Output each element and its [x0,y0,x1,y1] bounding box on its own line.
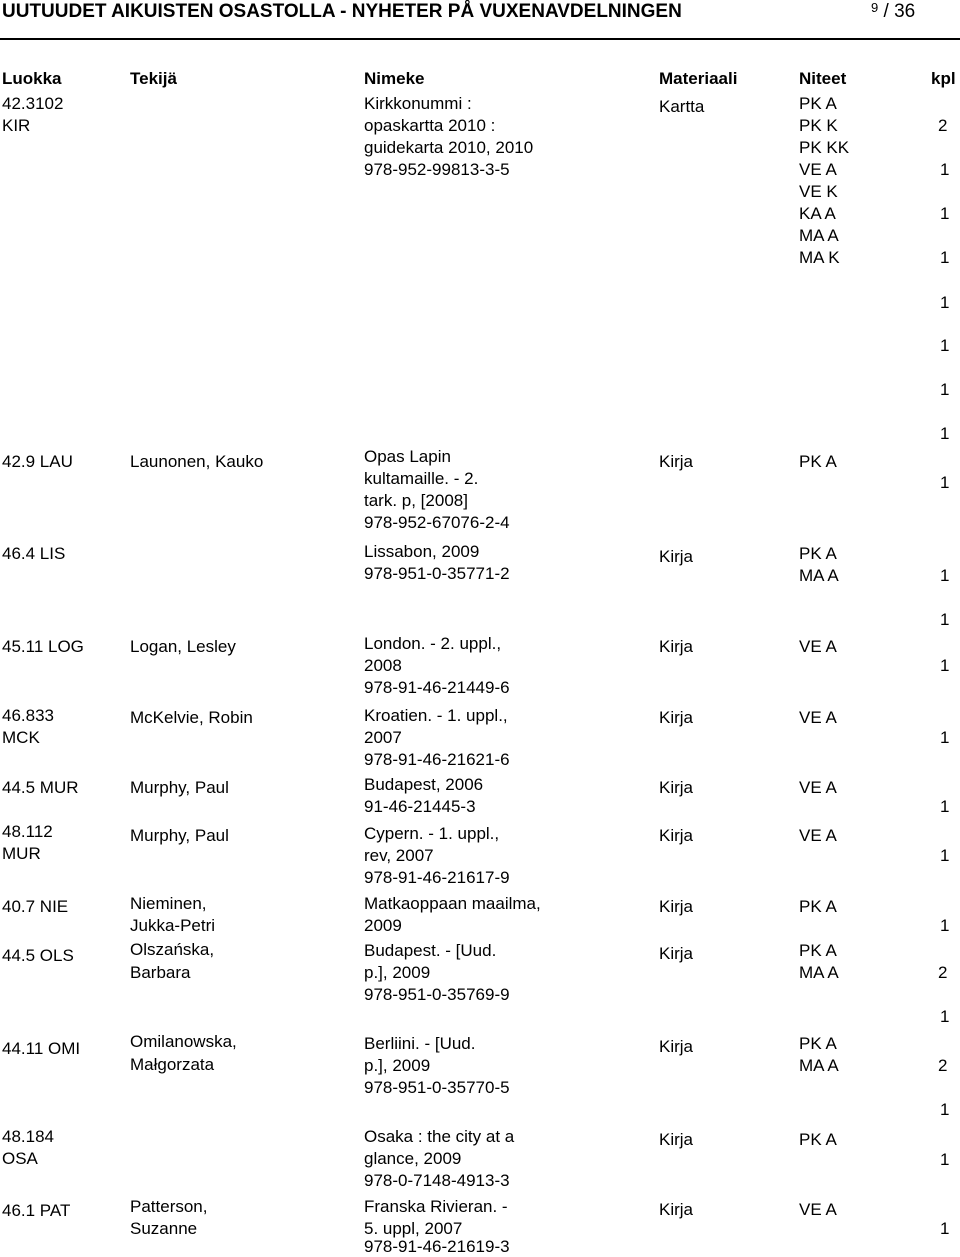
column-header-tekija: Tekijä [130,69,177,88]
row-nimeke: 5. uppl, 2007 [364,1219,463,1238]
row-kpl: 1 [940,204,950,223]
row-luokka: 40.7 NIE [2,897,69,916]
row-kpl: 1 [940,1150,950,1169]
row-niteet: VE A [799,637,837,656]
row-materiaali: Kirja [659,1037,694,1056]
header-rule [0,38,960,40]
page-current: 9 [871,0,879,15]
row-niteet: VE A [799,708,837,727]
row-niteet: VE A [799,1200,837,1219]
row-nimeke: Budapest, 2006 [364,775,484,794]
row-materiaali: Kirja [659,708,694,727]
row-materiaali: Kartta [659,97,705,116]
row-tekija: Olszańska, [130,940,215,959]
row-luokka: 46.833 [2,706,54,725]
row-nimeke: Opas Lapin [364,447,451,466]
row-kpl: 2 [938,963,948,982]
page-total: 36 [894,1,916,22]
row-materiaali: Kirja [659,826,694,845]
row-materiaali: Kirja [659,778,694,797]
row-kpl: 1 [940,293,950,312]
row-niteet: VE A [799,160,837,179]
row-kpl: 1 [940,566,950,585]
row-niteet: VE A [799,826,837,845]
row-nimeke: Franska Rivieran. - [364,1197,508,1216]
row-nimeke: 978-91-46-21621-6 [364,750,510,769]
row-tekija: Nieminen, [130,894,207,913]
row-tekija: Murphy, Paul [130,778,229,797]
row-materiaali: Kirja [659,944,694,963]
row-nimeke: 978-91-46-21449-6 [364,678,510,697]
row-nimeke: rev, 2007 [364,846,434,865]
row-nimeke: London. - 2. uppl., [364,634,502,653]
row-materiaali: Kirja [659,1130,694,1149]
row-luokka: 48.112 [2,822,53,841]
row-tekija: Małgorzata [130,1055,215,1074]
row-nimeke: glance, 2009 [364,1149,462,1168]
row-luokka: 44.11 OMI [2,1039,81,1058]
row-nimeke: kultamaille. - 2. [364,469,479,488]
row-kpl: 1 [940,1219,950,1238]
row-niteet: MA A [799,226,839,245]
row-luokka: 48.184 [2,1127,54,1146]
row-nimeke: Matkaoppaan maailma, [364,894,541,913]
row-niteet: MA A [799,1056,839,1075]
row-luokka: MCK [2,728,40,747]
row-niteet: PK A [799,941,837,960]
row-nimeke: 91-46-21445-3 [364,797,476,816]
row-materiaali: Kirja [659,452,694,471]
row-nimeke: 978-91-46-21617-9 [364,868,510,887]
row-nimeke: Lissabon, 2009 [364,542,480,561]
row-niteet: PK A [799,1130,837,1149]
row-kpl: 1 [940,1007,950,1026]
row-luokka: 42.9 LAU [2,452,73,471]
row-niteet: MA A [799,566,839,585]
row-tekija: Omilanowska, [130,1032,237,1051]
row-niteet: PK A [799,897,837,916]
column-header-nimeke: Nimeke [364,69,425,88]
row-luokka: KIR [2,116,31,135]
row-tekija: Jukka-Petri [130,916,216,935]
row-nimeke: Kirkkonummi : [364,94,472,113]
row-nimeke: 2009 [364,916,402,935]
column-header-kpl: kpl [931,69,956,88]
row-niteet: KA A [799,204,836,223]
row-nimeke: 2008 [364,656,402,675]
column-header-materiaali: Materiaali [659,69,738,88]
row-nimeke: 978-91-46-21619-3 [364,1237,510,1256]
row-nimeke: Osaka : the city at a [364,1127,515,1146]
row-nimeke: 978-0-7148-4913-3 [364,1171,510,1190]
row-materiaali: Kirja [659,547,694,566]
row-tekija: Suzanne [130,1219,198,1238]
row-niteet: PK A [799,544,837,563]
row-tekija: Patterson, [130,1197,208,1216]
row-niteet: PK A [799,452,837,471]
row-kpl: 1 [940,380,950,399]
row-niteet: PK A [799,1034,837,1053]
row-niteet: VE K [799,182,838,201]
row-nimeke: p.], 2009 [364,963,431,982]
row-nimeke: 978-951-0-35771-2 [364,564,510,583]
row-luokka: 42.3102 [2,94,64,113]
row-niteet: PK KK [799,138,850,157]
row-nimeke: Kroatien. - 1. uppl., [364,706,508,725]
page-title: UUTUUDET AIKUISTEN OSASTOLLA - NYHETER PÅ VUXENAVDELNINGEN [2,1,682,22]
row-nimeke: 978-951-0-35770-5 [364,1078,510,1097]
row-kpl: 1 [940,424,950,443]
row-nimeke: 2007 [364,728,402,747]
row-kpl: 1 [940,728,950,747]
page-separator: / [883,1,889,22]
row-tekija: McKelvie, Robin [130,708,253,727]
row-nimeke: Berliini. - [Uud. [364,1034,476,1053]
row-kpl: 1 [940,1100,950,1119]
row-kpl: 1 [940,916,950,935]
row-nimeke: 978-951-0-35769-9 [364,985,510,1004]
row-luokka: 46.1 PAT [2,1201,71,1220]
row-materiaali: Kirja [659,637,694,656]
row-luokka: 44.5 MUR [2,778,79,797]
row-kpl: 1 [940,610,950,629]
row-materiaali: Kirja [659,1200,694,1219]
row-kpl: 1 [940,473,950,492]
row-tekija: Murphy, Paul [130,826,229,845]
row-kpl: 1 [940,160,950,179]
row-luokka: 46.4 LIS [2,544,66,563]
row-niteet: MA K [799,248,840,267]
row-nimeke: p.], 2009 [364,1056,431,1075]
row-nimeke: 978-952-99813-3-5 [364,160,510,179]
row-tekija: Logan, Lesley [130,637,236,656]
row-kpl: 2 [938,116,948,135]
row-luokka: MUR [2,844,41,863]
row-kpl: 1 [940,248,950,267]
column-header-niteet: Niteet [799,69,847,88]
row-kpl: 1 [940,336,950,355]
column-header-luokka: Luokka [2,69,62,88]
row-nimeke: guidekarta 2010, 2010 [364,138,534,157]
row-luokka: OSA [2,1149,38,1168]
row-luokka: 44.5 OLS [2,946,74,965]
row-nimeke: opaskartta 2010 : [364,116,496,135]
page-number [871,2,915,23]
row-kpl: 2 [938,1056,948,1075]
row-luokka: 45.11 LOG [2,637,84,656]
row-niteet: PK A [799,94,837,113]
row-nimeke: Cypern. - 1. uppl., [364,824,500,843]
row-niteet: MA A [799,963,839,982]
row-kpl: 1 [940,846,950,865]
row-tekija: Barbara [130,963,191,982]
row-nimeke: tark. p, [2008] [364,491,468,510]
row-niteet: PK K [799,116,838,135]
row-nimeke: 978-952-67076-2-4 [364,513,510,532]
row-nimeke: Budapest. - [Uud. [364,941,497,960]
row-niteet: VE A [799,778,837,797]
row-tekija: Launonen, Kauko [130,452,264,471]
row-materiaali: Kirja [659,897,694,916]
row-kpl: 1 [940,656,950,675]
row-kpl: 1 [940,797,950,816]
